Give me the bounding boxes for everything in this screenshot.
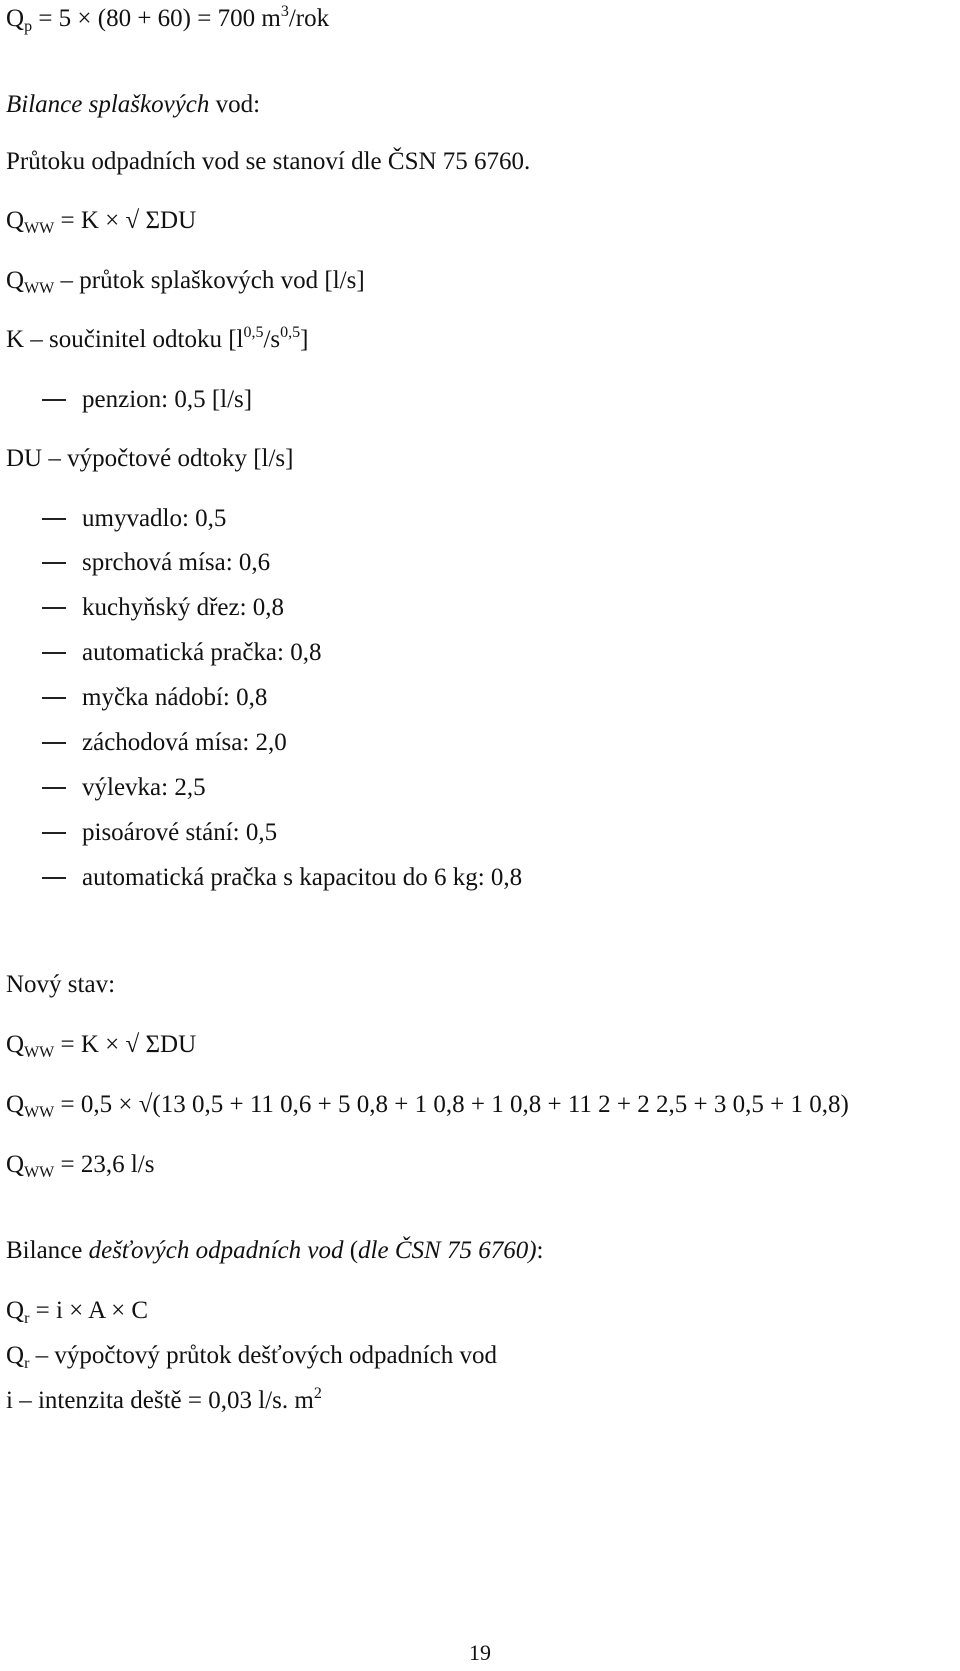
dash-bullet <box>42 607 66 609</box>
k-definition: K – součinitel odtoku $[l^{0,5}/s^{0,5}]$ <box>6 324 309 353</box>
dash-bullet <box>42 787 66 789</box>
du-item: umyvadlo: 0,5 <box>82 505 227 532</box>
du-item: automatická pračka s kapacitou do 6 kg: 0,8 <box>82 864 523 891</box>
dash-bullet <box>42 562 66 564</box>
du-item: automatická pračka: 0,8 <box>82 639 322 666</box>
du-item: sprchová mísa: 0,6 <box>82 549 271 576</box>
qww-calculation: $Q_{WW} = 0,5 \times √(13$ 0,5 + 11 0,6 + 5 0,8 + 1 0,8 + 1 0,8 + 11 2 + 2 2,5 + 3 0,5 + 1 0,8) <box>6 1091 849 1121</box>
prutoku-text: Průtoku odpadních vod se stanoví dle ČSN 75 6760. <box>6 148 531 175</box>
qww-formula: $Q_{WW} = K$ × √ ΣDU <box>6 207 197 237</box>
du-item: pisoárové stání: 0,5 <box>82 819 278 846</box>
du-item: kuchyňský dřez: 0,8 <box>82 594 285 621</box>
qr-formula: $Q_r = i \times A \times C$ <box>6 1297 149 1327</box>
i-definition: i – intenzita deště = 0,03 l/s. $m^2$ <box>6 1385 322 1414</box>
dash-bullet <box>42 518 66 520</box>
dash-bullet <box>42 832 66 834</box>
novy-stav-heading: Nový stav: <box>6 971 116 998</box>
page-number: 19 <box>469 1640 491 1665</box>
qww-result: $Q_{WW} = 23,6$ l/s <box>6 1151 155 1181</box>
k-item-penzion: penzion: 0,5 [l/s] <box>82 386 253 413</box>
heading-bilance-splaskovych: Bilance splaškových vod: <box>6 91 261 118</box>
qww-definition: $Q_{WW}$ – průtok splaškových vod [l/s] <box>6 267 365 297</box>
qww-formula-2: $Q_{WW} = K$ × √ ΣDU <box>6 1031 197 1061</box>
du-item: záchodová mísa: 2,0 <box>82 729 287 756</box>
du-item: myčka nádobí: 0,8 <box>82 684 268 711</box>
qp-formula: $Q_p = 5 \times (80 + 60) = 700$ $m^3$/rok <box>6 3 330 35</box>
qr-definition: $Q_r$ – výpočtový průtok dešťových odpadních vod <box>6 1342 497 1372</box>
du-item: výlevka: 2,5 <box>82 774 206 801</box>
dash-bullet <box>42 877 66 879</box>
du-definition: DU – výpočtové odtoky [l/s] <box>6 445 294 472</box>
dash-bullet <box>42 399 66 401</box>
heading-bilance-destovych: Bilance dešťových odpadních vod (dle ČSN 75 6760): <box>6 1237 544 1264</box>
dash-bullet <box>42 742 66 744</box>
dash-bullet <box>42 697 66 699</box>
dash-bullet <box>42 652 66 654</box>
